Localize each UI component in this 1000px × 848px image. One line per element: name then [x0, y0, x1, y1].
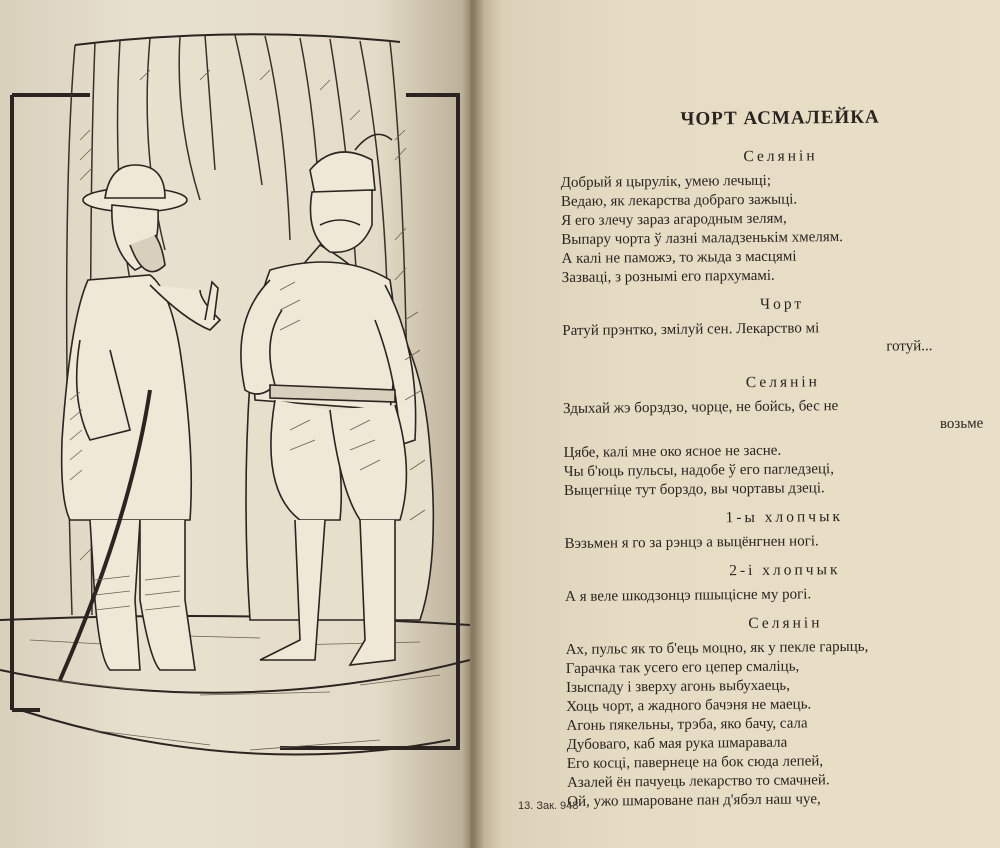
verse-line: А калі не паможэ, то жыда з масцямі: [561, 248, 797, 267]
verse-line: Здыхай жэ борздзо, чорце, не бойсь, бес не: [563, 398, 839, 417]
verse-line: Цябе, калі мне око ясное не засне.: [563, 442, 782, 461]
verse-line: Вэзьмен я го за рэнцэ а выцёнгнен ногі.: [564, 533, 819, 552]
verse-line: Выцегніце тут борздо, вы чортавы дзеці.: [563, 480, 825, 499]
verse-line: Я его злечу зараз агародным зелям,: [561, 210, 787, 229]
speaker-name: Селянін: [743, 147, 818, 166]
speaker-name: Селянін: [748, 614, 823, 633]
verse-line: Ізыспаду і зверху агонь выбухаець,: [565, 677, 791, 696]
verse-line: Зазваці, з рознымі его пархумамі.: [561, 267, 775, 286]
speaker-name: Чорт: [759, 295, 805, 313]
book-gutter: [462, 0, 484, 848]
play-title: ЧОРТ АСМАЛЕЙКА: [680, 106, 880, 130]
verse-line: Ведаю, як лекарства добраго зажыці.: [560, 191, 798, 210]
verse-line: готуй...: [886, 338, 933, 355]
play-text: [560, 106, 987, 812]
speaker-name: Селянін: [745, 373, 821, 392]
verse-line: Чы б'юць пульсы, надобе ў его пагледзеці,: [563, 461, 834, 480]
verse-line: Ратуй прэнтко, змілуй сен. Лекарство мі: [562, 320, 820, 339]
speaker-name: 2-і хлопчык: [729, 561, 841, 580]
left-page: [0, 0, 470, 848]
verse-line: Ой, ужо шмароване пан д'ябэл наш чуе,: [567, 791, 821, 810]
verse-line: Дубоваго, каб мая рука шмаравала: [566, 734, 788, 753]
verse-line: Добрый я цырулік, умею лечыці;: [560, 172, 772, 191]
verse-line: Агонь пякельны, трэба, яко бачу, сала: [566, 715, 808, 734]
theatre-stage-illustration: [0, 20, 470, 780]
verse-line: Его косці, павернеце на бок сюда лепей,: [566, 753, 824, 772]
verse-line: Азалей ён пачуець лекарство то смачней.: [566, 772, 830, 791]
verse-line: Ах, пульс як то б'ець моцно, як у пекле гарыць,: [565, 638, 869, 658]
verse-line: Гарачка так усего его цепер смаліць,: [565, 658, 800, 677]
speaker-name: 1-ы хлопчык: [725, 508, 844, 527]
verse-line: Хоць чорт, а жадного бачэня не маець.: [566, 696, 812, 715]
verse-line: возьме: [939, 415, 984, 433]
verse-line: Выпару чорта ў лазні маладзенькім хмелям.: [561, 229, 844, 248]
page-footer-signature: 13. Зак. 948: [518, 800, 579, 812]
verse-line: А я веле шкодзонцэ пшыцісне му рогі.: [565, 586, 812, 605]
